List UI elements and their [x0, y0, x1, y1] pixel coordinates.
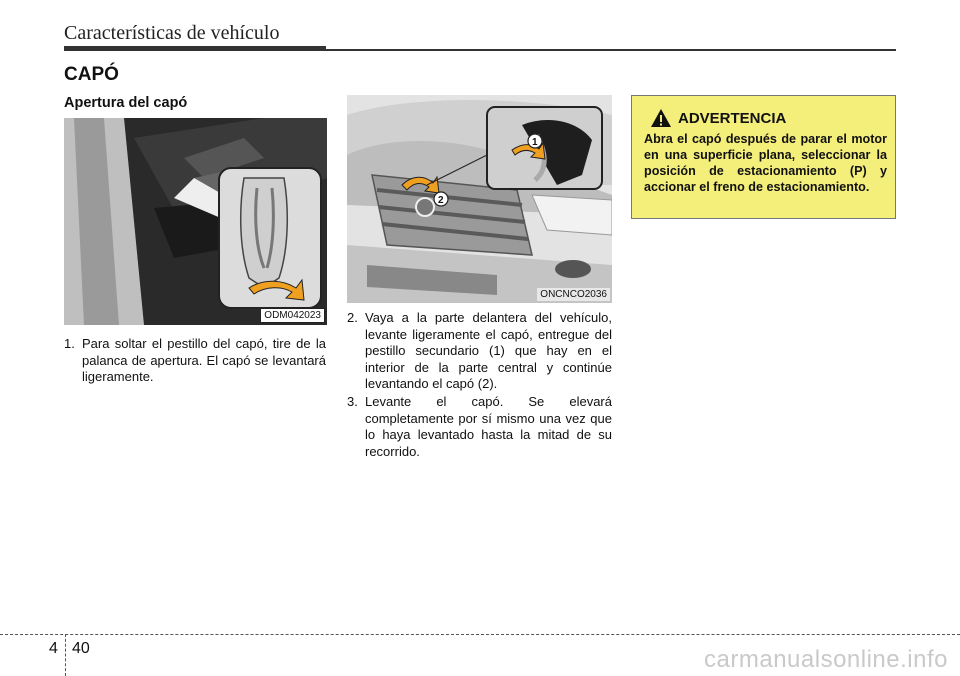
footer-divider	[65, 634, 66, 676]
step-item	[64, 336, 326, 386]
subsection-title: Apertura del capó	[64, 95, 188, 111]
header-rule-thin	[326, 49, 896, 51]
section-title: CAPÓ	[64, 64, 119, 85]
step-text: Vaya a la parte delantera del vehículo, levante ligeramente el capó, entregue del pestillo secundario (1) que hay en el interior de la parte central y continúe levantando el capó (2).	[365, 310, 612, 392]
step-text: Para soltar el pestillo del capó, tire de la palanca de apertura. El capó se levantará ligeramente.	[82, 336, 326, 385]
warning-triangle-icon	[650, 108, 672, 128]
step-item	[347, 310, 612, 393]
vehicle-front-illustration	[347, 95, 612, 303]
figure-caption: ONCNCO2036	[537, 288, 610, 301]
chapter-number: 4	[49, 640, 58, 657]
warning-box	[631, 95, 896, 219]
footer-rule	[0, 634, 960, 635]
warning-header	[650, 108, 786, 128]
watermark: carmanualsonline.info	[704, 646, 948, 673]
figure-caption: ODM042023	[260, 308, 325, 323]
hood-release-lever-illustration	[64, 118, 327, 325]
warning-title: ADVERTENCIA	[678, 109, 787, 127]
running-header: Características de vehículo	[64, 22, 280, 44]
step-number: 2.	[347, 310, 358, 325]
step-number: 3.	[347, 394, 358, 409]
step-number: 1.	[64, 336, 75, 351]
header-rule-thick	[64, 46, 326, 51]
svg-text:2: 2	[438, 195, 444, 206]
page-number: 40	[72, 640, 90, 657]
svg-text:1: 1	[532, 137, 538, 148]
hood-release-lever-figure	[64, 118, 327, 325]
warning-text: Abra el capó después de parar el motor en una superficie plana, seleccionar la posición de estacionamiento (P) y accionar el freno de estacionamiento.	[644, 132, 887, 194]
hood-latch-figure	[347, 95, 612, 303]
step-item	[347, 394, 612, 460]
step-text: Levante el capó. Se elevará completamente por sí mismo una vez que lo haya levantado hasta la mitad de su recorrido.	[365, 394, 612, 459]
